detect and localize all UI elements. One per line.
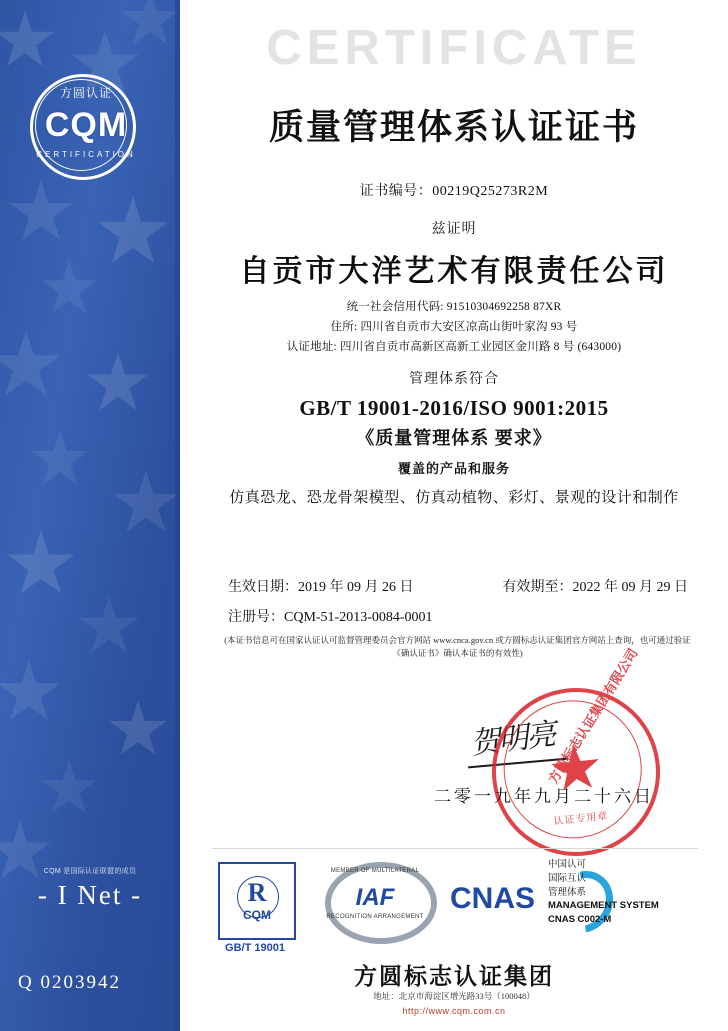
registration-number-value: CQM-51-2013-0084-0001 <box>284 610 433 625</box>
star-decoration <box>86 352 150 416</box>
star-decoration <box>0 330 62 402</box>
footer-divider <box>212 848 698 849</box>
star-decoration <box>0 660 62 726</box>
scope-text: 仿真恐龙、恐龙骨架模型、仿真动植物、彩灯、景观的设计和制作 <box>229 490 679 506</box>
seal-ring-text-container <box>488 645 664 860</box>
registration-number-row <box>228 606 433 626</box>
rcqm-cqm-text: CQM <box>243 908 271 922</box>
cnas-line1: 中国认可 <box>548 859 587 870</box>
star-decoration <box>8 180 74 246</box>
conformity-label: 管理体系符合 <box>409 372 499 387</box>
cnas-line5: CNAS C002-M <box>548 914 612 926</box>
star-decoration <box>30 430 90 490</box>
star-decoration <box>96 196 170 270</box>
star-decoration <box>40 760 98 818</box>
effective-date-group <box>228 576 414 596</box>
standard-name: 《质量管理体系 要求》 <box>356 428 552 448</box>
logo-acronym: CQM <box>44 106 128 144</box>
expiry-date-label: 有效期至： <box>502 580 573 595</box>
cnas-name: CNAS <box>450 882 536 915</box>
hereby-text: 兹证明 <box>431 222 477 237</box>
effective-date-value: 2019 年 09 月 26 日 <box>298 580 414 595</box>
issuing-group-name: 方圆标志认证集团 <box>354 963 554 989</box>
expiry-date-group <box>503 576 689 596</box>
issuing-group-url[interactable]: http://www.cqm.com.cn <box>402 1006 506 1016</box>
certificate-body <box>180 0 728 1031</box>
seal-ring-text: 方圆标志认证集团有限公司 <box>545 645 641 787</box>
standard-code: GB/T 19001-2016/ISO 9001:2015 <box>299 396 609 420</box>
signature: 贺明亮 <box>468 717 557 761</box>
inet-note: CQM 是国际认证联盟的成员 <box>43 868 137 875</box>
certified-address: 认证地址: 四川省自贡市高新区高新工业园区金川路 8 号 (643000) <box>286 341 622 353</box>
serial-number: Q 0203942 <box>18 972 121 993</box>
verification-note: (本证书信息可在国家认证认可监督管理委员会官方网站 www.cnca.gov.cn 或方圆标志认证集团官方网站上查询，也可通过验证《确认证书》确认本证书的有效性) <box>224 635 691 658</box>
star-decoration <box>108 700 168 760</box>
effective-date-label: 生效日期： <box>228 580 298 595</box>
seal-bottom-text: 认证专用章 <box>553 810 609 828</box>
registered-address: 住所: 四川省自贡市大安区凉高山街叶家沟 93 号 <box>330 321 578 333</box>
rcqm-mark-logo <box>218 862 296 940</box>
iaf-logo <box>320 862 430 932</box>
scope-label: 覆盖的产品和服务 <box>397 461 510 476</box>
iaf-name: IAF <box>355 884 395 911</box>
company-name: 自贡市大洋艺术有限责任公司 <box>239 255 669 288</box>
certificate-number-label: 证书编号： <box>359 184 433 199</box>
star-decoration <box>6 530 76 600</box>
cqm-logo <box>16 72 156 176</box>
issuing-group-address: 地址：北京市海淀区增光路33号（100048） <box>373 991 535 1001</box>
logo-chinese-name: 方圆认证 <box>59 86 112 100</box>
cnas-line4: MANAGEMENT SYSTEM <box>548 900 659 912</box>
logo-english-name: CERTIFICATION <box>36 150 136 159</box>
issue-date: 二零一九年九月二十六日 <box>434 787 654 806</box>
credit-code: 统一社会信用代码: 91510304692258 87XR <box>346 301 562 313</box>
certificate-number-value: 00219Q25273R2M <box>432 184 549 199</box>
date-row <box>228 576 688 596</box>
iaf-bottom-text: RECOGNITION ARRANGEMENT <box>326 914 424 920</box>
cnas-accreditation-details <box>548 858 718 927</box>
inet-label: - I Net - <box>37 880 143 910</box>
iaf-top-text: MEMBER OF MULTILATERAL <box>330 868 420 874</box>
star-decoration <box>40 260 98 318</box>
cnas-line2: 国际互认 <box>548 872 587 884</box>
certificate-number-row <box>180 180 728 200</box>
cnas-line3: 管理体系 <box>548 886 587 898</box>
official-red-seal <box>484 645 669 865</box>
star-decoration <box>112 470 180 538</box>
rcqm-letter-r: R <box>247 878 267 907</box>
registration-number-label: 注册号： <box>228 610 284 625</box>
star-decoration <box>78 596 140 658</box>
expiry-date-value: 2022 年 09 月 29 日 <box>572 580 688 595</box>
star-decoration <box>0 10 56 72</box>
star-decoration <box>120 0 180 50</box>
watermark-text: CERTIFICATE <box>266 21 642 75</box>
left-decorative-band <box>0 0 180 1031</box>
page-title: 质量管理体系认证证书 <box>268 108 639 147</box>
rcqm-standard-caption: GB/T 19001 <box>225 942 285 954</box>
